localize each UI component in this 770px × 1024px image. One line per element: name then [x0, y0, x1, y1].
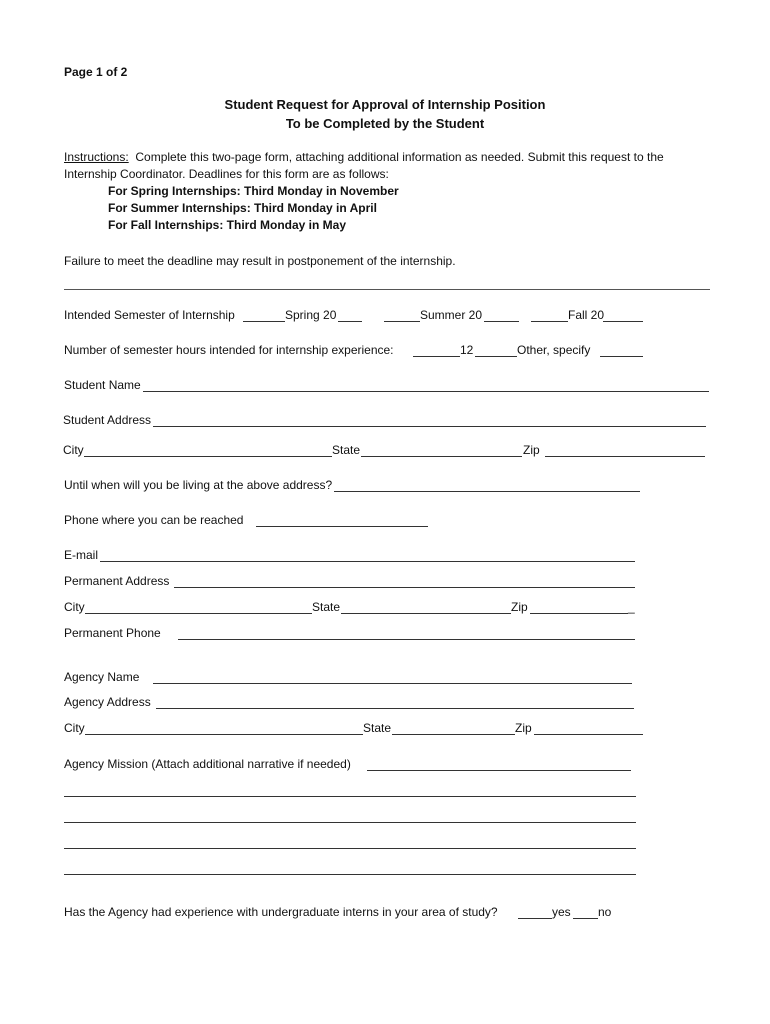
deadline-fall: For Fall Internships: Third Monday in May [108, 218, 347, 232]
form-subtitle: To be Completed by the Student [285, 116, 485, 131]
until-when-field[interactable] [334, 491, 640, 492]
agency-address-field[interactable] [156, 708, 634, 709]
page-number: Page 1 of 2 [64, 65, 128, 79]
agency-mission-label: Agency Mission (Attach additional narrative if needed) [64, 757, 351, 771]
agency-city-field[interactable] [85, 734, 363, 735]
agency-mission-line-3[interactable] [64, 822, 636, 823]
permanent-address-label: Permanent Address [64, 574, 170, 588]
agency-name-label: Agency Name [64, 670, 140, 684]
student-city-label: City [63, 443, 84, 457]
agency-state-label: State [363, 721, 392, 735]
student-address-label: Student Address [63, 413, 152, 427]
student-city-field[interactable] [84, 456, 332, 457]
student-name-label: Student Name [64, 378, 141, 392]
section-divider [64, 289, 710, 290]
deadline-spring: For Spring Internships: Third Monday in November [108, 184, 399, 198]
agency-city-label: City [64, 721, 85, 735]
permanent-phone-label: Permanent Phone [64, 626, 161, 640]
instructions-paragraph [64, 149, 704, 183]
deadline-warning: Failure to meet the deadline may result in postponement of the internship. [64, 254, 456, 268]
hours-label: Number of semester hours intended for internship experience: [64, 343, 394, 357]
spring-label: Spring 20 [285, 308, 337, 322]
experience-question: Has the Agency had experience with undergraduate interns in your area of study? [64, 905, 498, 919]
experience-yes-line[interactable] [518, 918, 552, 919]
deadline-summer: For Summer Internships: Third Monday in April [108, 201, 377, 215]
summer-label: Summer 20 [420, 308, 483, 322]
agency-zip-field[interactable] [534, 734, 643, 735]
fall-year-field[interactable] [603, 321, 643, 322]
other-label: Other, specify [517, 343, 591, 357]
fall-label: Fall 20 [568, 308, 605, 322]
agency-state-field[interactable] [392, 734, 515, 735]
student-zip-label: Zip [523, 443, 540, 457]
permanent-address-field[interactable] [174, 587, 635, 588]
student-zip-field[interactable] [545, 456, 705, 457]
permanent-city-label: City [64, 600, 85, 614]
spring-checkbox-line[interactable] [243, 321, 285, 322]
experience-no-line[interactable] [573, 918, 598, 919]
instructions-label: Instructions: [64, 150, 129, 164]
instructions-text: Complete this two-page form, attaching additional information as needed. Submit this request to the Internship Coordinator. Deadlines for this form are as follows: [64, 150, 664, 181]
hours-other-line[interactable] [475, 356, 517, 357]
permanent-zip-label: Zip [511, 600, 528, 614]
student-state-label: State [332, 443, 361, 457]
experience-no-label: no [598, 905, 612, 919]
student-address-field[interactable] [153, 426, 706, 427]
hours-12-line[interactable] [413, 356, 460, 357]
agency-zip-label: Zip [515, 721, 532, 735]
agency-mission-field[interactable] [367, 770, 631, 771]
permanent-zip-trailing: _ [628, 600, 635, 614]
permanent-city-field[interactable] [85, 613, 312, 614]
hours-value: 12 [460, 343, 474, 357]
agency-address-label: Agency Address [64, 695, 151, 709]
permanent-phone-field[interactable] [178, 639, 635, 640]
form-title: Student Request for Approval of Internship Position [224, 97, 546, 112]
summer-year-field[interactable] [484, 321, 519, 322]
agency-name-field[interactable] [153, 683, 632, 684]
until-when-label: Until when will you be living at the above address? [64, 478, 333, 492]
other-specify-field[interactable] [600, 356, 643, 357]
phone-field[interactable] [256, 526, 428, 527]
permanent-state-field[interactable] [341, 613, 511, 614]
student-state-field[interactable] [361, 456, 522, 457]
spring-year-field[interactable] [338, 321, 362, 322]
agency-mission-line-4[interactable] [64, 848, 636, 849]
fall-checkbox-line[interactable] [531, 321, 568, 322]
email-label: E-mail [64, 548, 99, 562]
phone-label: Phone where you can be reached [64, 513, 244, 527]
permanent-state-label: State [312, 600, 341, 614]
permanent-zip-field[interactable] [530, 613, 628, 614]
summer-checkbox-line[interactable] [384, 321, 420, 322]
experience-yes-label: yes [552, 905, 571, 919]
agency-mission-line-2[interactable] [64, 796, 636, 797]
student-name-field[interactable] [143, 391, 709, 392]
agency-mission-line-5[interactable] [64, 874, 636, 875]
email-field[interactable] [100, 561, 635, 562]
semester-label: Intended Semester of Internship [64, 308, 235, 322]
